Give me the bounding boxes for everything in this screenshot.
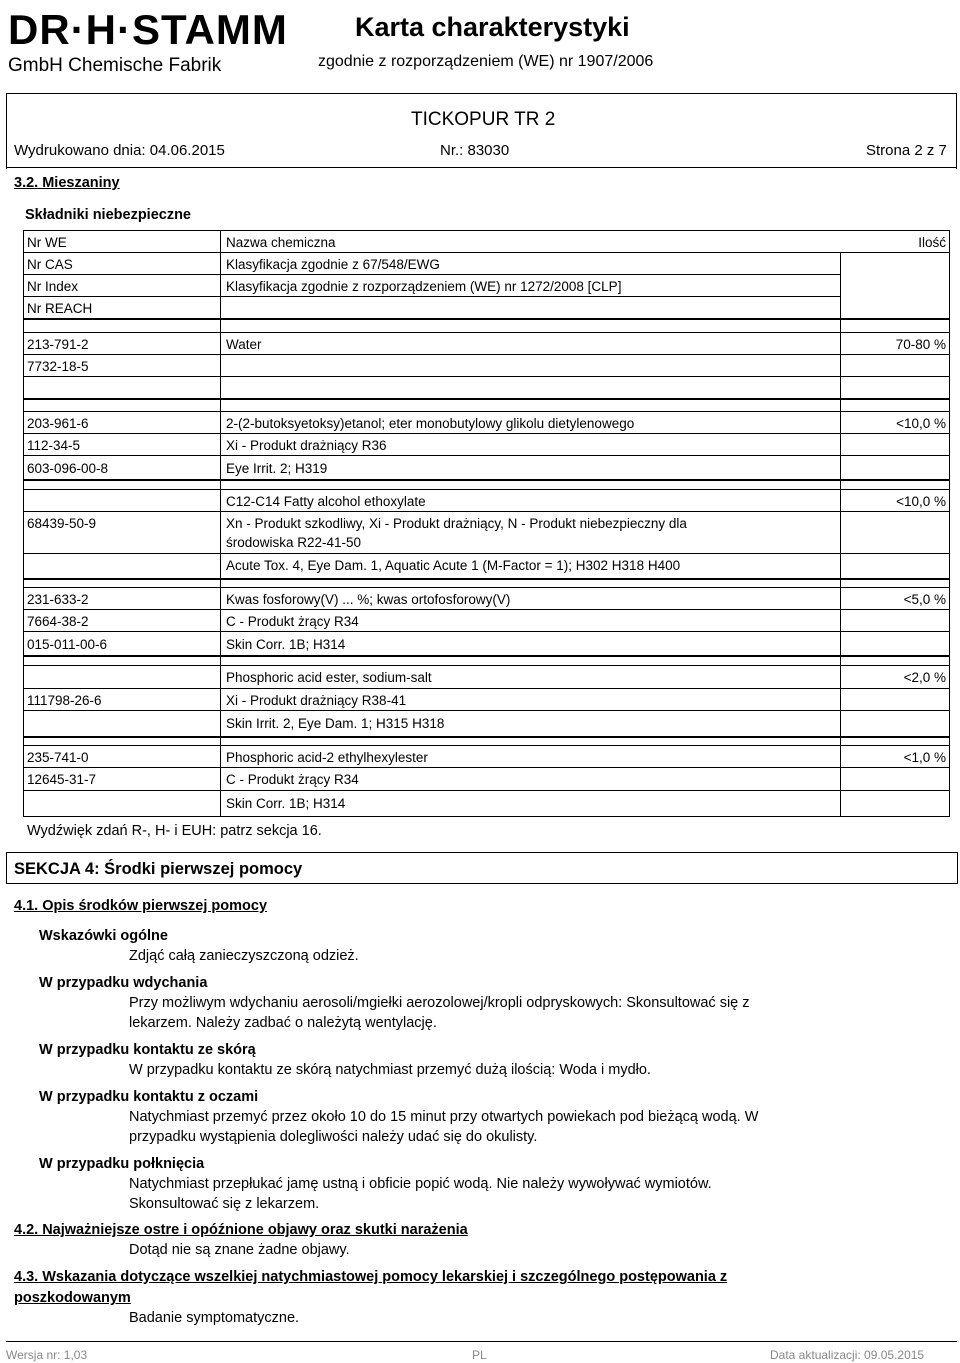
section-4-2-text: Dotąd nie są znane żadne objawy.: [129, 1242, 350, 1258]
grid-line: [23, 296, 220, 297]
header-left-border: [6, 93, 7, 169]
row5-classification-eec: Xi - Produkt drażniący R38-41: [226, 693, 407, 708]
grid-line: [23, 411, 950, 412]
row6-classification-clp: Skin Corr. 1B; H314: [226, 796, 346, 811]
company-logo: DR·H·STAMM: [8, 6, 288, 53]
section-4-3-title-line2: poszkodowanym: [14, 1290, 131, 1306]
header-right-border: [956, 93, 957, 169]
row1-divider: [23, 398, 950, 400]
col-header-classification-eec: Klasyfikacja zgodnie z 67/548/EWG: [226, 257, 440, 272]
row2-nr-cas: 112-34-5: [27, 438, 81, 453]
general-advice-heading: Wskazówki ogólne: [39, 928, 168, 944]
section-3-2-title: 3.2. Mieszaniny: [14, 175, 120, 191]
col-header-classification-clp: Klasyfikacja zgodnie z rozporządzeniem (WE) nr 1272/2008 [CLP]: [226, 279, 622, 294]
grid-line: [23, 274, 220, 275]
page-number: Strona 2 z 7: [866, 142, 947, 159]
inhalation-text-line1: Przy możliwym wdychaniu aerosoli/mgiełki aerozolowej/kropli odpryskowych: Skonsultować się z: [129, 995, 750, 1011]
document-number: Nr.: 83030: [440, 142, 510, 159]
grid-line: [23, 553, 950, 554]
section-4-3-text: Badanie symptomatyczne.: [129, 1310, 300, 1326]
row3-nr-cas: 68439-50-9: [27, 516, 97, 531]
grid-line: [23, 587, 950, 588]
row4-divider: [23, 655, 950, 657]
col-header-nr-index: Nr Index: [27, 279, 79, 294]
row6-chemical-name: Phosphoric acid-2 ethylhexylester: [226, 750, 428, 765]
document-subtitle: zgodnie z rozporządzeniem (WE) nr 1907/2006: [318, 53, 654, 70]
row3-classification-eec-line1: Xn - Produkt szkodliwy, Xi - Produkt drażniący, N - Produkt niebezpieczny dla: [226, 516, 687, 531]
row1-chemical-name: Water: [226, 337, 262, 352]
r-h-phrases-note: Wydźwięk zdań R-, H- i EUH: patrz sekcja 16.: [27, 823, 322, 839]
row6-amount: <1,0 %: [903, 750, 946, 765]
grid-line: [23, 710, 950, 711]
document-title: Karta charakterystyki: [355, 12, 630, 42]
row2-amount: <10,0 %: [896, 416, 946, 431]
row4-nr-cas: 7664-38-2: [27, 614, 89, 629]
grid-line: [220, 296, 840, 297]
footer-language: PL: [472, 1348, 487, 1362]
row4-classification-eec: C - Produkt żrący R34: [226, 614, 359, 629]
table-col-divider-2: [840, 252, 841, 817]
grid-line: [23, 511, 950, 512]
row5-amount: <2,0 %: [903, 670, 946, 685]
table-header-rule: [23, 318, 950, 320]
footer-update-date: Data aktualizacji: 09.05.2015: [770, 1348, 925, 1362]
table-col-divider-1: [220, 230, 221, 817]
grid-line: [23, 489, 950, 490]
footer-version: Wersja nr: 1,03: [6, 1348, 88, 1362]
grid-line: [23, 455, 950, 456]
row4-nr-index: 015-011-00-6: [27, 637, 108, 652]
grid-line: [23, 332, 950, 333]
row5-divider: [23, 736, 950, 738]
grid-line: [23, 816, 950, 817]
section-4-title: SEKCJA 4: Środki pierwszej pomocy: [14, 860, 303, 878]
row5-classification-clp: Skin Irrit. 2, Eye Dam. 1; H315 H318: [226, 716, 445, 731]
grid-line: [220, 274, 840, 275]
row2-chemical-name: 2-(2-butoksyetoksy)etanol; eter monobutylowy glikolu dietylenowego: [226, 416, 635, 431]
eye-contact-text-line2: przypadku wystąpienia dolegliwości należy udać się do okulisty.: [129, 1129, 538, 1145]
row5-nr-cas: 111798-26-6: [27, 693, 102, 708]
grid-line: [23, 376, 950, 377]
col-header-nr-cas: Nr CAS: [27, 257, 73, 272]
grid-line: [23, 688, 950, 689]
section-4-3-title-line1: 4.3. Wskazania dotyczące wszelkiej natychmiastowej pomocy lekarskiej i szczególnego postępowania z: [14, 1269, 728, 1285]
row1-nr-we: 213-791-2: [27, 337, 89, 352]
row4-classification-clp: Skin Corr. 1B; H314: [226, 637, 346, 652]
grid-line: [23, 433, 950, 434]
col-header-amount: Ilość: [918, 235, 946, 250]
grid-line: [23, 631, 950, 632]
row1-nr-cas: 7732-18-5: [27, 359, 89, 374]
general-advice-text: Zdjąć całą zanieczyszczoną odzież.: [129, 948, 359, 964]
row2-classification-eec: Xi - Produkt drażniący R36: [226, 438, 387, 453]
section-4-2-title: 4.2. Najważniejsze ostre i opóźnione objawy oraz skutki narażenia: [14, 1222, 468, 1238]
col-header-nr-reach: Nr REACH: [27, 301, 93, 316]
ingestion-text-line1: Natychmiast przepłukać jamę ustną i obficie popić wodą. Nie należy wywoływać wymiotów.: [129, 1176, 712, 1192]
eye-contact-heading: W przypadku kontaktu z oczami: [39, 1089, 259, 1105]
inhalation-heading: W przypadku wdychania: [39, 975, 208, 991]
row3-classification-clp: Acute Tox. 4, Eye Dam. 1, Aquatic Acute 1 (M-Factor = 1); H302 H318 H400: [226, 558, 681, 573]
skin-contact-heading: W przypadku kontaktu ze skórą: [39, 1042, 256, 1058]
grid-line: [23, 252, 220, 253]
ingestion-text-line2: Skonsultować się z lekarzem.: [129, 1196, 320, 1212]
row2-classification-clp: Eye Irrit. 2; H319: [226, 461, 328, 476]
row6-nr-cas: 12645-31-7: [27, 772, 97, 787]
row6-nr-we: 235-741-0: [27, 750, 89, 765]
row2-nr-index: 603-096-00-8: [27, 461, 109, 476]
grid-line: [23, 354, 950, 355]
grid-line: [23, 609, 950, 610]
footer-rule: [6, 1341, 957, 1342]
row1-amount: 70-80 %: [895, 337, 946, 352]
grid-line: [23, 790, 950, 791]
col-header-nr-we: Nr WE: [27, 235, 67, 250]
eye-contact-text-line1: Natychmiast przemyć przez około 10 do 15 minut przy otwartych powiekach pod bieżącą wodą. W: [129, 1109, 759, 1125]
section-4-1-title: 4.1. Opis środków pierwszej pomocy: [14, 898, 268, 914]
row3-amount: <10,0 %: [896, 494, 946, 509]
row2-divider: [23, 479, 950, 481]
col-header-chemical-name: Nazwa chemiczna: [226, 235, 336, 250]
company-subtitle: GmbH Chemische Fabrik: [8, 55, 222, 76]
hazardous-components-title: Składniki niebezpieczne: [25, 207, 191, 223]
row3-divider: [23, 578, 950, 580]
skin-contact-text: W przypadku kontaktu ze skórą natychmiast przemyć dużą ilością: Woda i mydło.: [129, 1062, 651, 1078]
ingestion-heading: W przypadku połknięcia: [39, 1156, 205, 1172]
header-bottom-rule: [6, 167, 957, 168]
row6-classification-eec: C - Produkt żrący R34: [226, 772, 359, 787]
grid-line: [23, 745, 950, 746]
row2-nr-we: 203-961-6: [27, 416, 89, 431]
print-date: Wydrukowano dnia: 04.06.2015: [14, 142, 225, 159]
row3-classification-eec-line2: środowiska R22-41-50: [226, 535, 362, 550]
grid-line: [23, 767, 950, 768]
product-name: TICKOPUR TR 2: [411, 109, 556, 130]
row3-chemical-name: C12-C14 Fatty alcohol ethoxylate: [226, 494, 426, 509]
row4-amount: <5,0 %: [903, 592, 946, 607]
row4-nr-we: 231-633-2: [27, 592, 89, 607]
row5-chemical-name: Phosphoric acid ester, sodium-salt: [226, 670, 432, 685]
header-rule: [6, 93, 957, 94]
row4-chemical-name: Kwas fosforowy(V) ... %; kwas ortofosforowy(V): [226, 592, 511, 607]
grid-line: [23, 665, 950, 666]
inhalation-text-line2: lekarzem. Należy zadbać o należytą wentylację.: [129, 1015, 437, 1031]
grid-line: [220, 252, 950, 253]
